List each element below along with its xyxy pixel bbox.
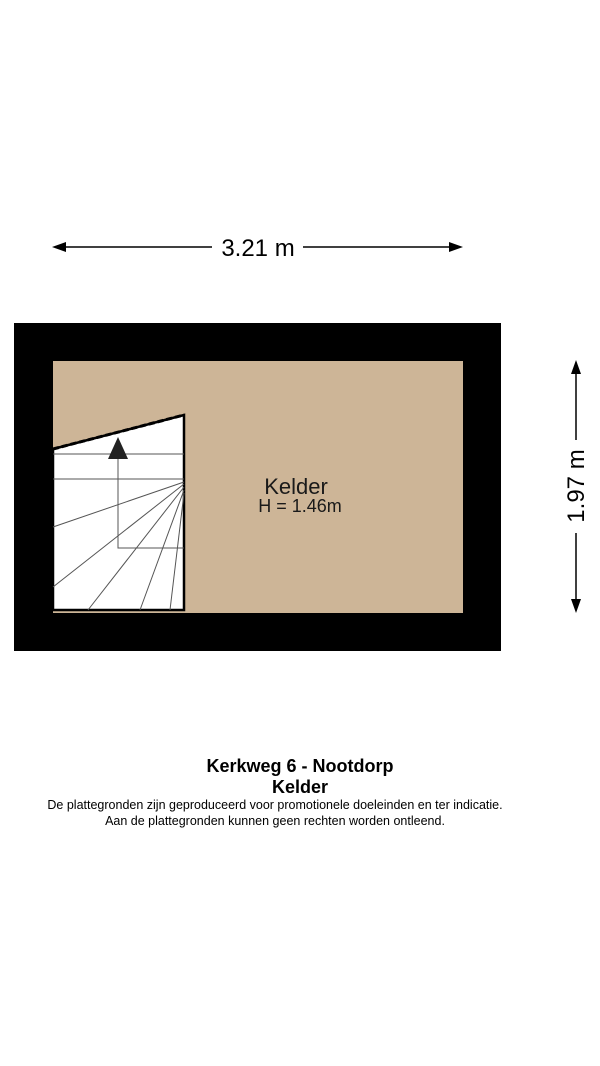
caption-disclaimer-line-2: Aan de plattegronden kunnen geen rechten worden ontleend. bbox=[105, 814, 445, 828]
staircase bbox=[53, 415, 184, 610]
caption-address-title: Kerkweg 6 - Nootdorp bbox=[206, 756, 394, 776]
arrow-right-icon bbox=[449, 242, 463, 252]
caption-floor-name: Kelder bbox=[271, 777, 329, 797]
room-height-label: H = 1.46m bbox=[258, 496, 342, 516]
room-name-label: Kelder bbox=[264, 474, 328, 499]
caption-disclaimer-line-1: De plattegronden zijn geproduceerd voor promotionele doeleinden en ter indicatie. bbox=[47, 798, 503, 812]
arrow-down-icon bbox=[571, 599, 581, 613]
height-dimension bbox=[563, 360, 590, 613]
width-dimension-label: 3.21 m bbox=[221, 235, 295, 262]
arrow-up-icon bbox=[571, 360, 581, 374]
arrow-left-icon bbox=[52, 242, 66, 252]
height-dimension-label: 1.97 m bbox=[563, 449, 590, 523]
width-dimension bbox=[52, 235, 463, 262]
